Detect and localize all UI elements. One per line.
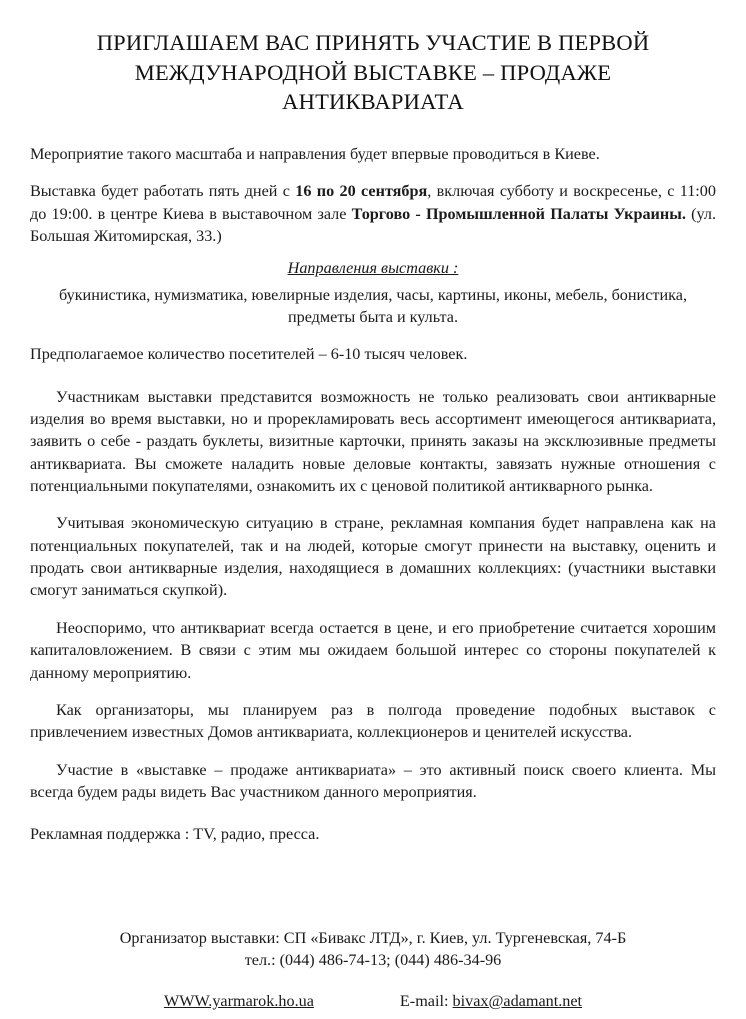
schedule-paragraph	[30, 180, 716, 247]
website-link[interactable]: WWW.yarmarok.ho.ua	[163, 992, 314, 1010]
document-footer	[0, 927, 746, 1011]
paragraph-organizers: Как организаторы, мы планируем раз в полгода проведение подобных выставок с привлечением известных Домов антиквариата, коллекционеров и ценителей искусства.	[30, 700, 716, 742]
directions-heading	[30, 259, 716, 278]
directions-list: букинистика, нумизматика, ювелирные изделия, часы, картины, иконы, мебель, бонистика, предметы быта и культа.	[58, 285, 687, 326]
contacts-row	[30, 992, 716, 1011]
email-link[interactable]: bivax@adamant.net	[452, 992, 583, 1010]
directions-heading-text: Направления выставки :	[287, 258, 459, 277]
email-wrap[interactable]	[400, 992, 582, 1011]
title-line-3: АНТИКВАРИАТА	[282, 89, 464, 115]
organizer-block	[70, 927, 676, 970]
paragraph-participants: Участникам выставки представится возможность не только реализовать свои антикварные изделия во время выставки, но и прорекламировать весь ассортимент имеющегося антиквариата, заявить о себе - раздать буклеты, визитные карточки, принять заказы на эксклюзивные предметы антиквариата. Вы сможете наладить новые деловые контакты, завязать нужные отношения с потенциальными покупателями, ознакомить их с ценовой политикой антикварного рынка.	[30, 387, 716, 496]
ad-support: Рекламная поддержка : TV, радио, пресса.	[30, 825, 320, 844]
page-title	[48, 28, 698, 117]
schedule-dates: 16 по 20 сентября	[295, 182, 428, 201]
title-line-2: МЕЖДУНАРОДНОЙ ВЫСТАВКЕ – ПРОДАЖЕ	[134, 59, 612, 85]
schedule-venue: Торгово - Промышленной Палаты Украины.	[351, 204, 686, 223]
paragraph-economy: Учитывая экономическую ситуацию в стране, рекламная компания будет направлена как на потенциальных покупателей, так и на людей, которые смогут принести на выставку, оценить и продать свои антикварные изделия, находящиеся в домашних коллекциях: (участники выставки смогут заниматься скупкой).	[30, 514, 716, 600]
email-label: E-mail:	[399, 992, 453, 1010]
paragraph-participation: Участие в «выставке – продаже антиквариата» – это активный поиск своего клиента. Мы всегда будем рады видеть Вас участником данного мероприятия.	[30, 760, 716, 801]
title-line-1: ПРИГЛАШАЕМ ВАС ПРИНЯТЬ УЧАСТИЕ В ПЕРВОЙ	[96, 30, 650, 55]
organizer-phones: тел.: (044) 486-74-13; (044) 486-34-96	[244, 951, 502, 969]
schedule-part2: , включая субботу и воскресенье, с 11:00 до 19:00. в центре Киева в выставочном зале	[30, 182, 716, 223]
intro-paragraph: Мероприятие такого масштаба и направления будет впервые проводиться в Киеве.	[30, 145, 600, 164]
visitors-estimate: Предполагаемое количество посетителей – 6-10 тысяч человек.	[30, 345, 468, 364]
paragraph-investment: Неоспоримо, что антиквариат всегда остается в цене, и его приобретение считается хорошим капиталовложением. В связи с этим мы ожидаем большой интерес со стороны покупателей к данному мероприятию.	[30, 618, 716, 682]
schedule-address: (ул. Большая Житомирская, 33.)	[30, 204, 716, 246]
schedule-part1: Выставка будет работать пять дней с	[30, 182, 296, 201]
website-link-wrap[interactable]	[164, 992, 314, 1011]
organizer-address: Организатор выставки: СП «Бивакс ЛТД», г. Киев, ул. Тургеневская, 74-Б	[119, 929, 627, 947]
